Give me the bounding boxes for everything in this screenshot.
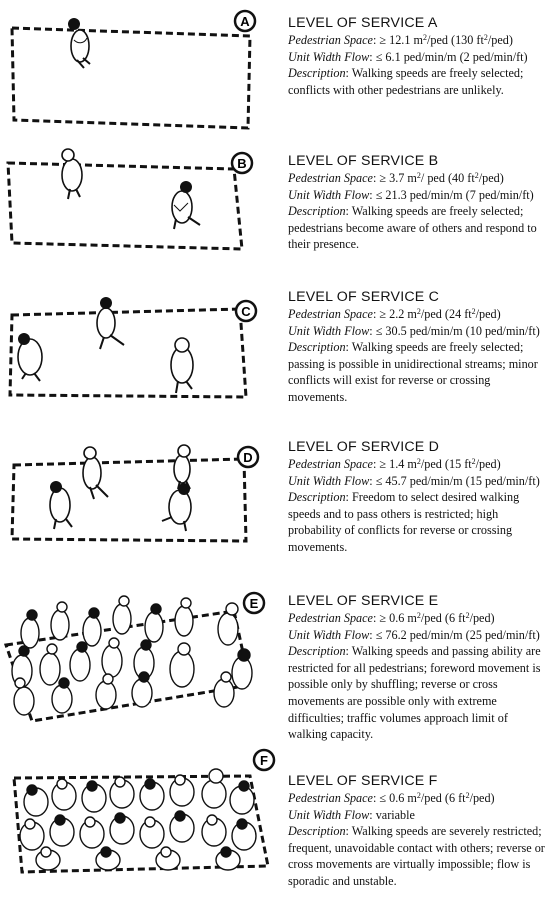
los-d-illustration xyxy=(2,437,280,587)
pedestrian-icon xyxy=(62,149,82,199)
los-b-title: LEVEL OF SERVICE B xyxy=(288,153,439,169)
los-c-unit-width-flow: Unit Width Flow: ≤ 30.5 ped/min/m (10 ped/min/ft) xyxy=(288,323,540,338)
los-f-unit-width-flow: Unit Width Flow: variable xyxy=(288,807,415,822)
los-f-pedestrian-space: Pedestrian Space: ≤ 0.6 $m^2$/ped (6 $ft^2/ped$) xyxy=(288,791,495,805)
los-c-badge-letter: C xyxy=(241,304,251,319)
pedestrian-icon xyxy=(171,338,193,393)
los-a-pedestrian-space: Pedestrian Space: ≥ 12.1 $m^2$/ped (130 $ft^2/ped$) xyxy=(288,33,513,47)
los-b-text xyxy=(288,152,550,253)
los-b-pedestrian-space: Pedestrian Space: ≥ 3.7 $m^2/$ ped (40 $ft^2/ped$) xyxy=(288,171,504,185)
los-b-badge-letter: B xyxy=(237,156,247,171)
los-a-text xyxy=(288,14,550,98)
los-f-title: LEVEL OF SERVICE F xyxy=(288,773,438,789)
los-b-section xyxy=(0,145,556,285)
pedestrian-icon xyxy=(172,181,200,229)
los-f-illustration xyxy=(2,753,280,914)
los-c-section xyxy=(0,287,556,435)
pedestrian-icon xyxy=(50,481,72,529)
pedestrian-icon xyxy=(97,297,124,349)
los-a-illustration xyxy=(2,8,280,144)
los-c-pedestrian-space: Pedestrian Space: ≥ 2.2 $m^2$/ped (24 $ft^2/ped$) xyxy=(288,307,501,321)
los-e-badge-letter: E xyxy=(249,596,259,611)
los-a-description: Description: Walking speeds are freely selected; conflicts with other pedestrians are unlikely. xyxy=(288,66,524,97)
los-e-illustration xyxy=(2,589,280,761)
los-d-unit-width-flow: Unit Width Flow: ≤ 45.7 ped/min/m (15 ped/min/ft) xyxy=(288,473,540,488)
los-d-title: LEVEL OF SERVICE D xyxy=(288,439,440,455)
los-c-text xyxy=(288,288,550,406)
los-c-title: LEVEL OF SERVICE C xyxy=(288,289,440,305)
los-d-text xyxy=(288,438,550,556)
pedestrian-crowd xyxy=(20,769,256,870)
los-d-section xyxy=(0,437,556,587)
los-c-illustration xyxy=(2,287,280,435)
pedestrian-icon xyxy=(68,18,90,68)
pedestrian-icon xyxy=(162,483,191,531)
los-a-badge-letter: A xyxy=(240,14,250,29)
los-d-badge-letter: D xyxy=(243,450,253,465)
pedestrian-icon xyxy=(174,445,190,489)
los-e-pedestrian-space: Pedestrian Space: ≥ 0.6 $m^2$/ped (6 $ft^2/ped$) xyxy=(288,611,495,625)
los-b-unit-width-flow: Unit Width Flow: ≤ 21.3 ped/min/m (7 ped/min/ft) xyxy=(288,187,534,202)
los-e-unit-width-flow: Unit Width Flow: ≤ 76.2 ped/min/m (25 ped/min/ft) xyxy=(288,627,540,642)
los-e-description: Description: Walking speeds and passing ability are restricted for all pedestrians; foreword movement is possible only by shuffling; reverse or cross movements are possible only with extreme difficulties; traffic volumes approach limit of walking capacity. xyxy=(288,644,541,742)
los-c-description: Description: Walking speeds are freely selected; passing is possible in unidirectional streams; minor conflicts will exist for reverse or crossing movements. xyxy=(288,340,538,404)
los-d-pedestrian-space: Pedestrian Space: ≥ 1.4 $m^2$/ped (15 $ft^2/ped$) xyxy=(288,457,501,471)
los-a-section xyxy=(0,8,556,144)
los-f-section xyxy=(0,753,556,914)
los-e-text xyxy=(288,592,550,743)
los-b-description: Description: Walking speeds are freely selected; pedestrians become aware of others and respond to their presence. xyxy=(288,204,537,252)
pedestrian-icon xyxy=(83,447,108,499)
los-f-badge-letter: F xyxy=(260,753,268,768)
los-e-title: LEVEL OF SERVICE E xyxy=(288,593,439,609)
los-f-description: Description: Walking speeds are severely restricted; frequent, unavoidable contact with others; reverse or cross movements are virtually impossible; flow is sporadic and unstable. xyxy=(288,824,545,888)
pedestrian-icon xyxy=(18,333,42,381)
los-e-section xyxy=(0,589,556,761)
los-d-description: Description: Freedom to select desired walking speeds and to pass others is restricted; high probability of conflicts for reverse or crossing movements. xyxy=(288,490,520,554)
los-b-illustration xyxy=(2,145,280,285)
los-f-text xyxy=(288,772,550,890)
los-a-unit-width-flow: Unit Width Flow: ≤ 6.1 ped/min/m (2 ped/min/ft) xyxy=(288,49,528,64)
los-a-title: LEVEL OF SERVICE A xyxy=(288,15,438,31)
